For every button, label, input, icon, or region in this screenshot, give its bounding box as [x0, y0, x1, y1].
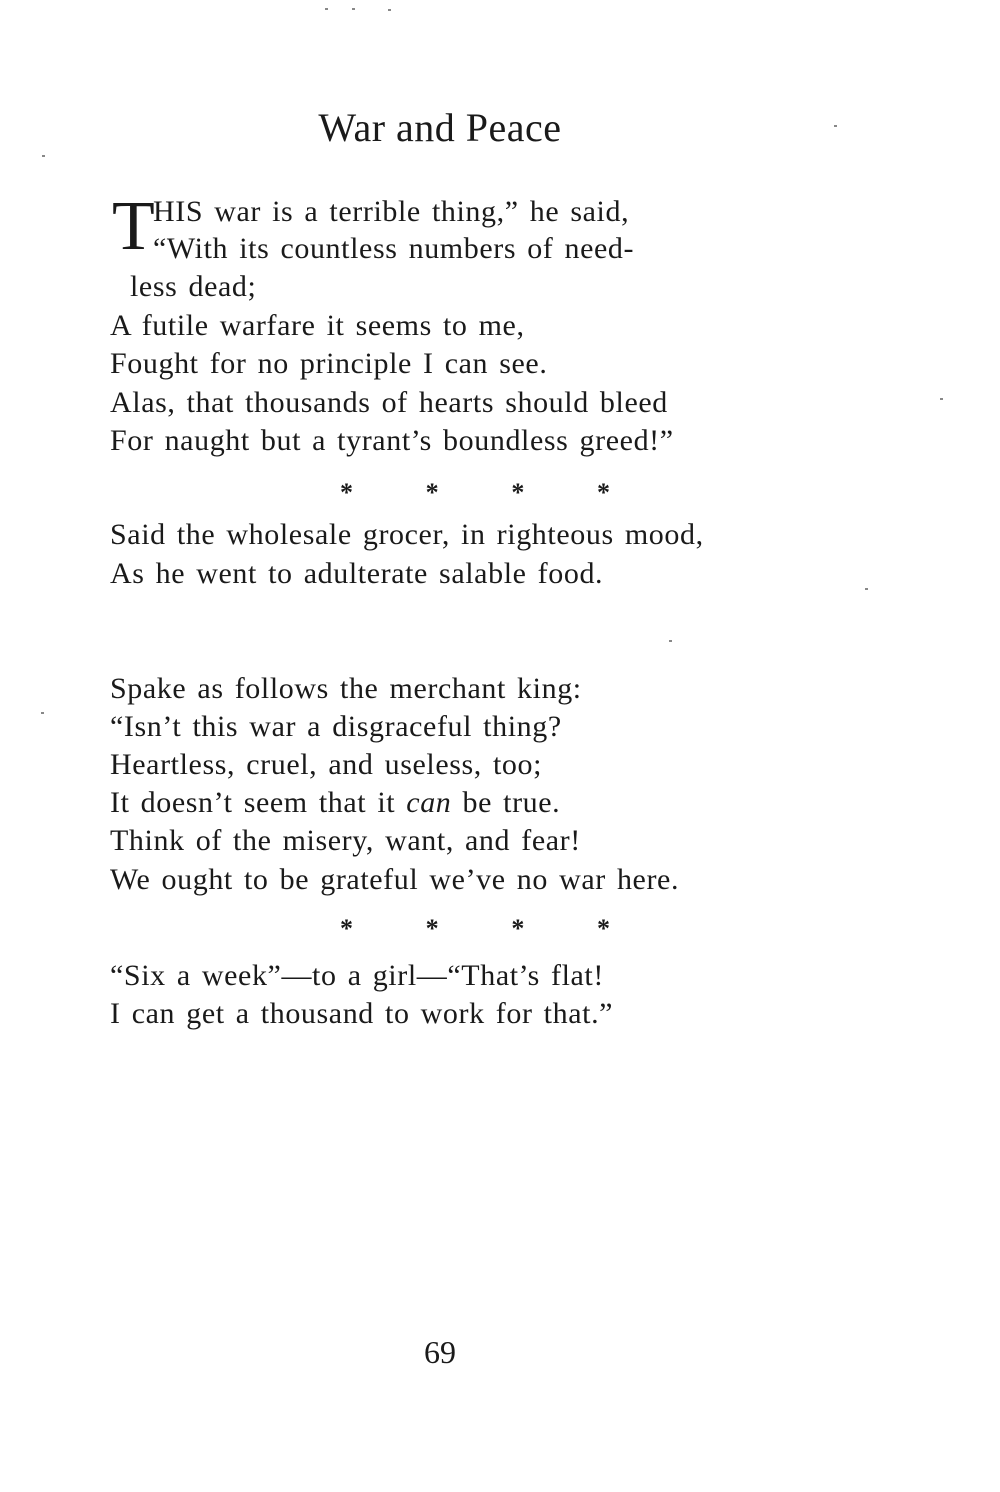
- separator-star: *: [511, 478, 525, 507]
- separator-star: *: [340, 914, 353, 943]
- poem-line: “With its countless numbers of need-: [153, 232, 635, 265]
- poem-line: Fought for no principle I can see.: [110, 347, 548, 380]
- drop-cap: T: [112, 188, 155, 265]
- poem-line: For naught but a tyrant’s boundless greed!”: [110, 424, 674, 457]
- separator-star: *: [425, 478, 439, 507]
- poem-line: I can get a thousand to work for that.”: [110, 997, 614, 1030]
- scan-speck: [42, 155, 45, 157]
- scan-speck: [865, 588, 868, 590]
- poem-line: “Isn’t this war a disgraceful thing?: [110, 710, 562, 743]
- line-text: be true.: [451, 786, 561, 819]
- section-separator: [340, 478, 610, 508]
- scan-speck: [834, 125, 837, 127]
- scan-speck: [940, 398, 943, 400]
- scan-speck: [352, 8, 355, 10]
- section-separator: [340, 914, 610, 944]
- poem-line: Think of the misery, want, and fear!: [110, 824, 581, 857]
- poem-line: Alas, that thousands of hearts should bleed: [110, 386, 668, 419]
- poem-line: less dead;: [130, 270, 257, 303]
- emphasized-word: can: [406, 786, 452, 819]
- scan-speck: [41, 712, 44, 714]
- poem-line: [110, 785, 560, 821]
- page-title: War and Peace: [318, 105, 562, 150]
- poem-line: Said the wholesale grocer, in righteous mood,: [110, 518, 704, 551]
- poem-line: As he went to adulterate salable food.: [110, 557, 604, 590]
- separator-star: *: [425, 914, 439, 943]
- scan-speck: [669, 640, 672, 642]
- poem-line: HIS war is a terrible thing,” he said,: [153, 195, 630, 228]
- poem-line: “Six a week”—to a girl—“That’s flat!: [110, 959, 604, 992]
- separator-star: *: [340, 478, 353, 507]
- page-number: 69: [424, 1334, 456, 1370]
- separator-star: *: [596, 478, 610, 507]
- scan-speck: [325, 8, 328, 10]
- poem-line: Heartless, cruel, and useless, too;: [110, 748, 543, 781]
- line-text: It doesn’t seem that it: [110, 786, 407, 819]
- separator-star: *: [596, 914, 610, 943]
- poem-line: We ought to be grateful we’ve no war here.: [110, 863, 680, 896]
- poem-line: A futile warfare it seems to me,: [110, 309, 525, 342]
- separator-star: *: [511, 914, 525, 943]
- scan-speck: [388, 9, 391, 11]
- poem-line: Spake as follows the merchant king:: [110, 672, 582, 705]
